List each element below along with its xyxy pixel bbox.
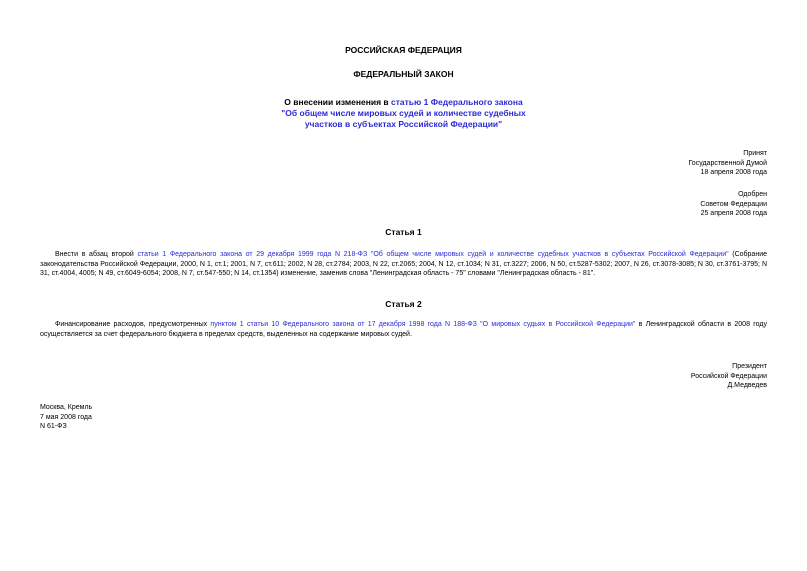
signature-line-3: Д.Медведев <box>727 382 767 390</box>
date-line: 7 мая 2008 года <box>40 413 92 421</box>
article-1-text-before: Внести в абзац второй <box>55 251 138 258</box>
place-date-block <box>40 403 92 432</box>
article-2-law-link[interactable]: пунктом 1 статьи 10 Федерального закона от 17 декабря 1998 года N 188-ФЗ "О мировых судьях в Российской Федерации" <box>210 321 636 328</box>
approved-block <box>700 190 767 219</box>
law-number-line: N 61-ФЗ <box>40 423 67 431</box>
article-2-body <box>40 320 767 339</box>
title-link-line-3[interactable]: участков в субъектах Российской Федерации" <box>304 119 503 129</box>
document-title <box>0 97 807 130</box>
adopted-line-1: Принят <box>743 150 767 157</box>
approved-line-2: Советом Федерации <box>700 200 767 208</box>
approved-line-1: Одобрен <box>738 191 767 198</box>
place-line: Москва, Кремль <box>40 404 93 411</box>
title-line-1 <box>0 97 807 108</box>
signature-line-2: Российской Федерации <box>690 372 767 380</box>
article-1-body <box>40 250 767 279</box>
article-2-text-before: Финансирование расходов, предусмотренных <box>55 321 211 328</box>
article-1-text-after: (Собрание законодательства Российской Федерации, 2000, N 1, ст.1; 2001, N 7, ст.611; 2002, N 28, ст.2784; 2003, N 22, ст.2065; 2004, N 12, ст.1034; N 31, ст.3227; 2006, N 50, ст.5287-5302; 2007, N 26, ст.3078-3085; N 30, ст.3761-3795; N 31, ст.4004, 4005; N 49, ст.6049-6054; 2008, N 7, ст.547-550; N 14, ст.1354) изменение, заменив слова "Ленинградская область - 75" словами "Ленинградская область - 81". <box>40 251 767 278</box>
signature-line-1: Президент <box>732 363 767 370</box>
adopted-line-2: Государственной Думой <box>688 159 767 167</box>
approved-line-3: 25 апреля 2008 года <box>700 210 767 218</box>
country-heading: РОССИЙСКАЯ ФЕДЕРАЦИЯ <box>345 45 462 55</box>
article-2-heading: Статья 2 <box>385 299 422 309</box>
document-type-heading: ФЕДЕРАЛЬНЫЙ ЗАКОН <box>353 69 454 79</box>
adopted-block <box>688 149 767 178</box>
title-link-line-2[interactable]: "Об общем числе мировых судей и количестве судебных <box>281 108 526 118</box>
title-link-article[interactable]: статью 1 Федерального закона <box>391 97 523 107</box>
title-prefix: О внесении изменения в <box>284 97 391 107</box>
article-1-heading: Статья 1 <box>385 227 422 237</box>
article-1-law-link[interactable]: статьи 1 Федерального закона от 29 декабря 1999 года N 218-ФЗ "Об общем числе мировых судей и количестве судебных участков в субъектах Российской Федерации" <box>137 251 729 258</box>
article-2-text-after: в Ленинградской области в 2008 году осуществляется за счет федерального бюджета в пределах средств, выделенных на содержание мировых судей. <box>40 321 767 338</box>
adopted-line-3: 18 апреля 2008 года <box>700 169 767 177</box>
signature-block <box>691 362 767 391</box>
